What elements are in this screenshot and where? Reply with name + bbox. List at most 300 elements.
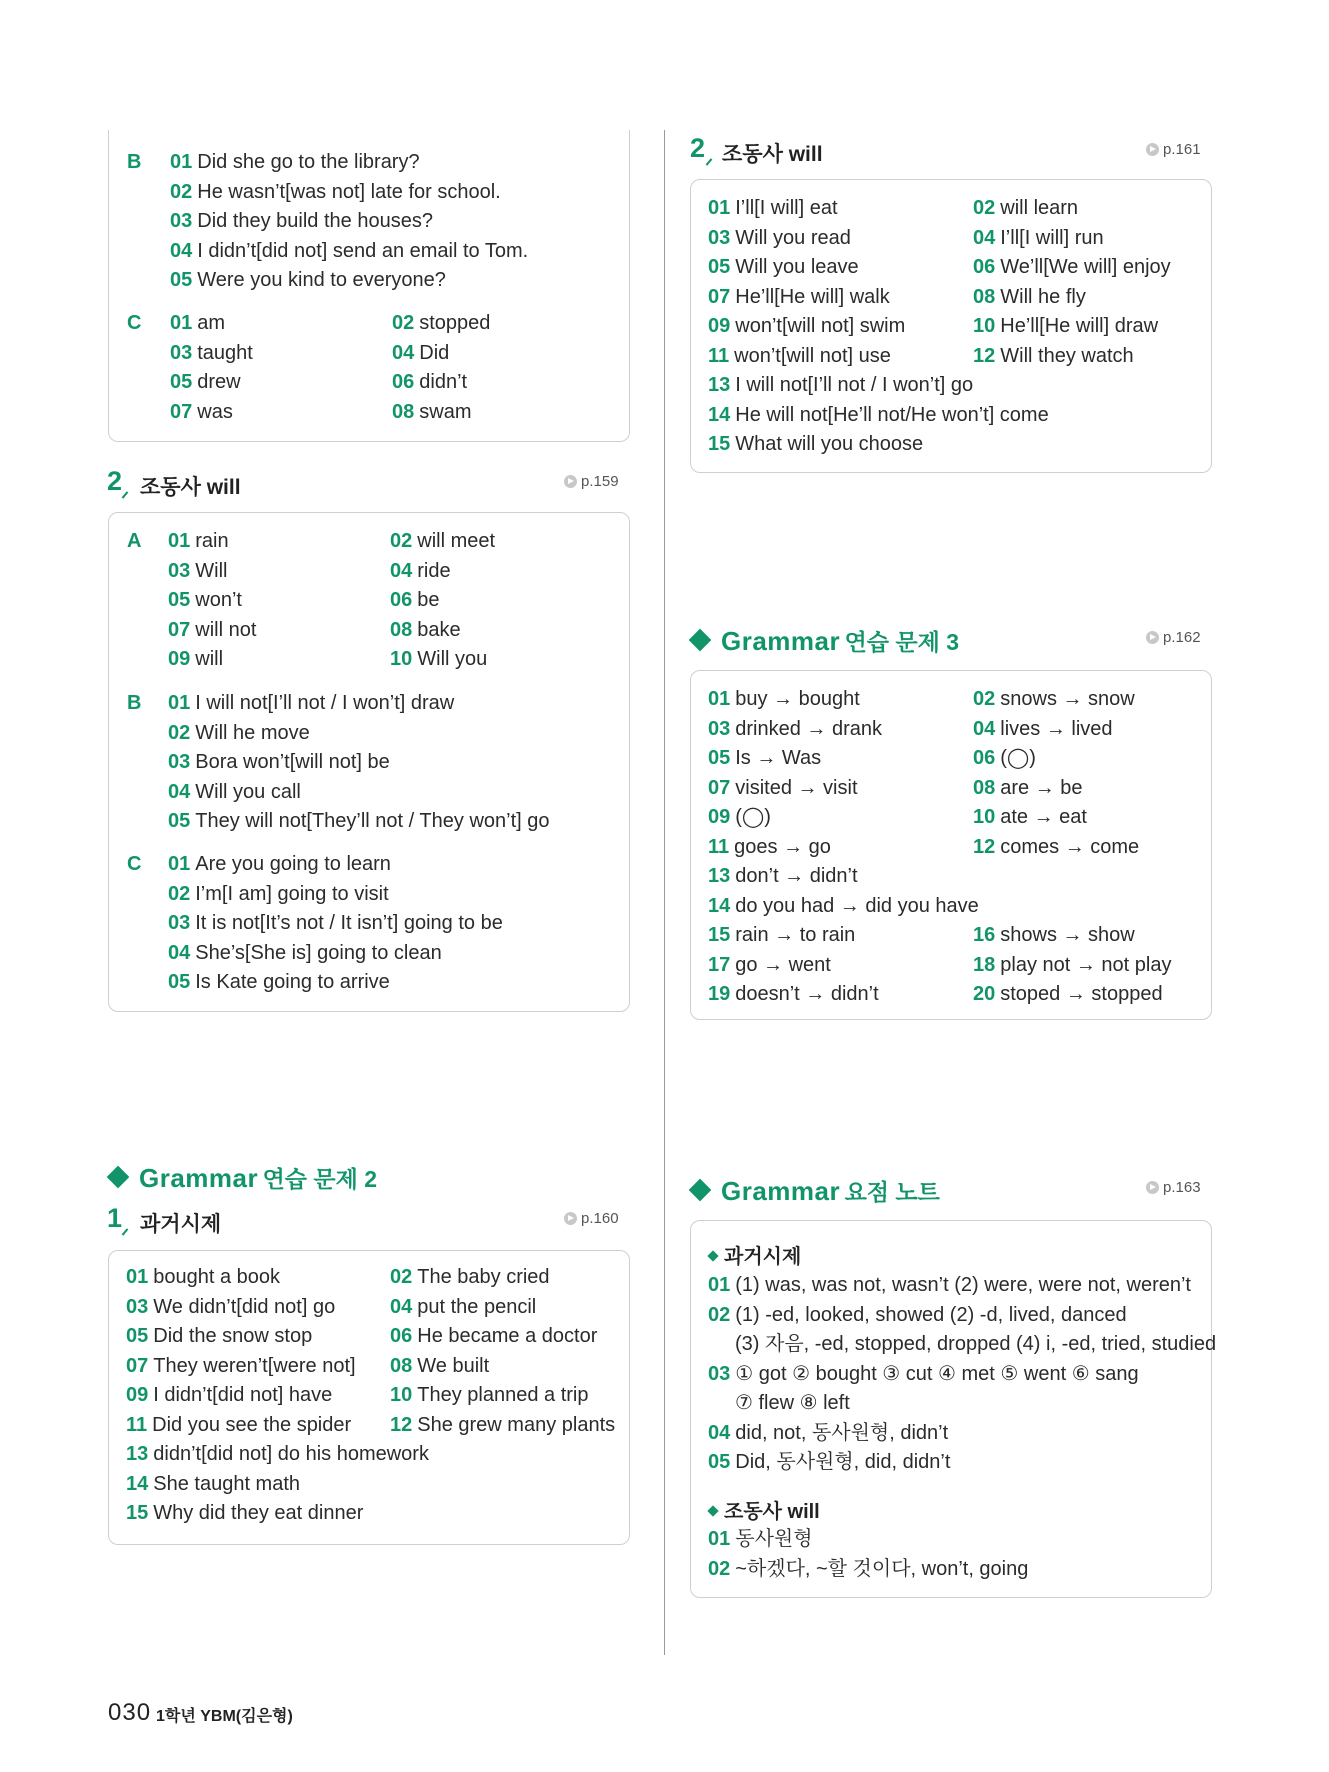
section-number: 2 bbox=[690, 133, 706, 163]
answer-text: am bbox=[197, 312, 226, 334]
answer-text: didn’t bbox=[419, 371, 468, 393]
answer-text: Did you see the spider bbox=[152, 1413, 352, 1436]
answer-number: 01 bbox=[170, 151, 193, 173]
answer-number: 04 bbox=[973, 226, 996, 249]
answer-item bbox=[973, 805, 1087, 829]
answer-item bbox=[708, 864, 858, 888]
answer-number: 11 bbox=[126, 1413, 148, 1436]
answer-text: Did bbox=[419, 341, 450, 364]
answer-item bbox=[973, 226, 1104, 250]
grammar-practice-3-title bbox=[721, 624, 959, 657]
diamond-icon bbox=[689, 1179, 712, 1202]
answer-number: 09 bbox=[708, 315, 731, 337]
answer-number: 15 bbox=[126, 1502, 149, 1524]
answer-text: buy → bought bbox=[735, 688, 860, 710]
answer-item bbox=[390, 559, 451, 583]
answer-number: 02 bbox=[392, 312, 415, 334]
answer-text: I will not[I’ll not / I won’t] go bbox=[735, 374, 974, 396]
answer-text: I didn’t[did not] send an email to Tom. bbox=[197, 239, 529, 262]
answer-number: 04 bbox=[168, 780, 191, 803]
answer-number: 07 bbox=[170, 400, 193, 423]
answer-item bbox=[126, 1354, 356, 1378]
answer-text: goes → go bbox=[734, 835, 831, 858]
notes-will-heading bbox=[709, 1495, 820, 1524]
answer-text: be bbox=[417, 589, 440, 611]
answer-text: are → be bbox=[1000, 776, 1083, 799]
answer-item bbox=[170, 268, 446, 292]
grammar-subtitle: 연습 문제 2 bbox=[262, 1166, 378, 1192]
answer-text: (3) 자음, -ed, stopped, dropped (4) i, -ed, tried, studied bbox=[735, 1333, 1217, 1355]
answer-item bbox=[168, 970, 390, 994]
answer-item bbox=[708, 432, 923, 456]
grammar-word: Grammar bbox=[721, 626, 841, 656]
answer-text: We’ll[We will] enjoy bbox=[1000, 256, 1171, 278]
answer-number: 05 bbox=[168, 971, 191, 993]
section-letter-a: A bbox=[127, 530, 142, 552]
answer-text: Did she go to the library? bbox=[197, 151, 420, 173]
grammar-subtitle: 요점 노트 bbox=[844, 1179, 940, 1205]
answer-text: It is not[It’s not / It isn’t] going to be bbox=[195, 912, 503, 934]
answer-text: He wasn’t[was not] late for school. bbox=[197, 180, 501, 203]
page-reference bbox=[1146, 629, 1201, 646]
play-arrow-icon bbox=[1146, 1181, 1159, 1194]
answer-item bbox=[708, 717, 882, 741]
answer-item bbox=[708, 746, 821, 770]
answer-item bbox=[392, 311, 490, 335]
answer-number: 12 bbox=[390, 1413, 413, 1436]
answer-text: They will not[They’ll not / They won’t] go bbox=[195, 810, 550, 832]
answer-item bbox=[708, 344, 891, 368]
page-ref-text: p.160 bbox=[581, 1210, 619, 1227]
answer-number: 08 bbox=[973, 776, 996, 799]
answer-item bbox=[708, 805, 771, 829]
play-arrow-icon bbox=[1146, 143, 1159, 156]
answer-number: 02 bbox=[390, 1266, 413, 1288]
answer-number: 01 bbox=[708, 1528, 731, 1550]
answer-number: 04 bbox=[170, 239, 193, 262]
answer-text: didn’t[did not] do his homework bbox=[153, 1443, 429, 1465]
section-letter-c: C bbox=[127, 853, 142, 875]
answer-number: 07 bbox=[126, 1354, 149, 1377]
page-ref-text: p.161 bbox=[1163, 141, 1201, 158]
answer-number: 05 bbox=[708, 256, 731, 278]
answer-text: ~하겠다, ~할 것이다, won’t, going bbox=[735, 1557, 1029, 1580]
answer-item bbox=[168, 911, 503, 935]
answer-item bbox=[708, 776, 858, 800]
answer-number: 05 bbox=[708, 747, 731, 769]
bullet-diamond-icon bbox=[707, 1505, 718, 1516]
answer-item bbox=[973, 285, 1086, 309]
answer-text: He became a doctor bbox=[417, 1325, 598, 1347]
answer-number: 14 bbox=[708, 894, 731, 917]
answer-text: rain bbox=[195, 530, 229, 552]
answer-item bbox=[735, 1391, 850, 1415]
answer-number: 11 bbox=[708, 344, 730, 367]
answer-item bbox=[708, 1362, 1139, 1386]
answer-number: 02 bbox=[168, 882, 191, 905]
notes-past-heading bbox=[709, 1240, 801, 1269]
answer-number: 08 bbox=[390, 1354, 413, 1377]
answer-item bbox=[126, 1383, 332, 1407]
answer-text: I’ll[I will] run bbox=[1000, 226, 1104, 249]
answer-text: They weren’t[were not] bbox=[153, 1354, 356, 1377]
answer-number: 13 bbox=[126, 1443, 149, 1465]
answer-text: stopped bbox=[419, 312, 491, 334]
answer-number: 03 bbox=[168, 751, 191, 773]
answer-text: I didn’t[did not] have bbox=[153, 1384, 333, 1406]
answer-number: 03 bbox=[168, 912, 191, 934]
answer-text: Were you kind to everyone? bbox=[197, 269, 446, 291]
section-letter-c: C bbox=[127, 312, 142, 334]
grammar-word: Grammar bbox=[721, 1176, 841, 1206]
answer-item bbox=[708, 894, 979, 918]
answer-text: bought a book bbox=[153, 1266, 281, 1288]
answer-number: 14 bbox=[126, 1472, 149, 1495]
answer-text: I’ll[I will] eat bbox=[735, 197, 838, 219]
answer-text: I’m[I am] going to visit bbox=[195, 882, 389, 905]
answer-number: 06 bbox=[390, 1325, 413, 1347]
page-reference bbox=[564, 1210, 619, 1227]
answer-text: Is Kate going to arrive bbox=[195, 971, 390, 993]
answer-item bbox=[390, 529, 495, 553]
answer-text: Is → Was bbox=[735, 747, 822, 769]
answer-number: 06 bbox=[392, 371, 415, 393]
answer-text: (◯) bbox=[735, 806, 771, 828]
answer-item bbox=[170, 311, 225, 335]
answer-number: 05 bbox=[708, 1451, 731, 1473]
answer-text: What will you choose bbox=[735, 433, 924, 455]
section-number-tick bbox=[122, 1228, 129, 1235]
answer-text: Will you read bbox=[735, 226, 851, 249]
answer-text: shows → show bbox=[1000, 924, 1135, 946]
answer-text: ride bbox=[417, 559, 451, 582]
answer-item bbox=[170, 400, 233, 424]
answer-number: 02 bbox=[708, 1557, 731, 1580]
answer-number: 16 bbox=[973, 924, 996, 946]
section-letter-b: B bbox=[127, 151, 142, 173]
answer-text: was bbox=[197, 400, 233, 423]
answer-text: ① got ② bought ③ cut ④ met ⑤ went ⑥ sang bbox=[735, 1362, 1139, 1385]
answer-item bbox=[390, 1295, 536, 1319]
answer-number: 02 bbox=[973, 688, 996, 710]
answer-item bbox=[973, 746, 1036, 770]
answer-item bbox=[170, 209, 433, 233]
answer-item bbox=[708, 403, 1049, 427]
answer-item bbox=[708, 196, 838, 220]
answer-text: Are you going to learn bbox=[195, 853, 391, 875]
page-ref-text: p.159 bbox=[581, 473, 619, 490]
answer-number: 04 bbox=[390, 1295, 413, 1318]
answer-text: We built bbox=[417, 1354, 490, 1377]
answer-number: 10 bbox=[973, 806, 996, 828]
answer-number: 01 bbox=[708, 688, 731, 710]
answer-number: 09 bbox=[708, 806, 731, 828]
answer-number: 03 bbox=[708, 226, 731, 249]
section-number-tick bbox=[706, 158, 713, 165]
answer-text: Will you leave bbox=[735, 256, 859, 278]
answer-item bbox=[390, 1383, 588, 1407]
answer-text: ate → eat bbox=[1000, 806, 1087, 828]
answer-number: 13 bbox=[708, 865, 731, 887]
column-divider bbox=[664, 130, 665, 1655]
play-arrow-icon bbox=[564, 1212, 577, 1225]
answer-text: Will bbox=[195, 559, 228, 582]
section-letter-b: B bbox=[127, 692, 142, 714]
diamond-icon bbox=[107, 1166, 130, 1189]
answer-text: We didn’t[did not] go bbox=[153, 1295, 336, 1318]
answer-number: 02 bbox=[708, 1303, 731, 1326]
answer-item bbox=[168, 529, 229, 553]
grammar-subtitle: 연습 문제 3 bbox=[844, 629, 960, 655]
answer-text: stoped → stopped bbox=[1000, 983, 1163, 1005]
book-title: 1학년 YBM(김은형) bbox=[156, 1708, 293, 1725]
answer-text: drinked → drank bbox=[735, 717, 882, 740]
answer-text: visited → visit bbox=[735, 776, 858, 799]
answer-number: 01 bbox=[708, 197, 731, 219]
answer-item bbox=[390, 1324, 597, 1348]
page-reference bbox=[564, 473, 619, 490]
section-title: 조동사 will bbox=[722, 143, 823, 166]
section-title: 조동사 will bbox=[140, 476, 241, 499]
answer-item bbox=[973, 717, 1113, 741]
section-number-tick bbox=[122, 491, 129, 498]
answer-text: They planned a trip bbox=[417, 1384, 589, 1406]
answer-text: She’s[She is] going to clean bbox=[195, 941, 442, 964]
answer-text: Will they watch bbox=[1000, 344, 1134, 367]
section-number: 1 bbox=[107, 1203, 123, 1233]
answer-item bbox=[390, 1354, 489, 1378]
answer-number: 03 bbox=[708, 1362, 731, 1385]
answer-number: 10 bbox=[390, 648, 413, 670]
page-reference bbox=[1146, 141, 1201, 158]
answer-item bbox=[168, 618, 256, 642]
answer-number: 01 bbox=[168, 692, 191, 714]
answer-item bbox=[126, 1295, 335, 1319]
diamond-icon bbox=[689, 629, 712, 652]
answer-text: He will not[He’ll not/He won’t] come bbox=[735, 403, 1049, 426]
answer-item bbox=[170, 370, 241, 394]
answer-number: 01 bbox=[126, 1266, 149, 1288]
answer-text: bake bbox=[417, 618, 461, 641]
answer-number: 17 bbox=[708, 953, 731, 976]
answer-text: snows → snow bbox=[1000, 688, 1135, 710]
answer-item bbox=[973, 344, 1134, 368]
answer-number: 03 bbox=[170, 341, 193, 364]
answer-item bbox=[708, 1273, 1191, 1297]
answer-item bbox=[708, 1303, 1127, 1327]
answer-number: 02 bbox=[973, 197, 996, 219]
answer-item bbox=[708, 953, 831, 977]
answer-number: 04 bbox=[708, 1421, 731, 1444]
page-ref-text: p.162 bbox=[1163, 629, 1201, 646]
section-number: 2 bbox=[107, 466, 123, 496]
answer-text: put the pencil bbox=[417, 1295, 537, 1318]
answer-item bbox=[708, 373, 973, 397]
answer-text: Will you call bbox=[195, 780, 301, 803]
answer-number: 05 bbox=[126, 1325, 149, 1347]
answer-number: 14 bbox=[708, 403, 731, 426]
answer-number: 01 bbox=[170, 312, 193, 334]
answer-item bbox=[170, 341, 253, 365]
answer-text: He’ll[He will] walk bbox=[735, 285, 890, 308]
answer-item bbox=[973, 776, 1083, 800]
answer-text: comes → come bbox=[1000, 835, 1140, 858]
answer-text: (◯) bbox=[1000, 747, 1036, 769]
answer-item bbox=[168, 809, 550, 833]
answer-text: will learn bbox=[1000, 197, 1079, 219]
page-reference bbox=[1146, 1179, 1201, 1196]
answer-text: ⑦ flew ⑧ left bbox=[735, 1392, 850, 1414]
answer-number: 03 bbox=[708, 717, 731, 740]
answer-item bbox=[170, 150, 420, 174]
answer-number: 20 bbox=[973, 983, 996, 1005]
answer-text: taught bbox=[197, 341, 253, 364]
answer-text: won’t[will not] use bbox=[734, 344, 891, 367]
answer-item bbox=[708, 1421, 948, 1445]
answer-item bbox=[126, 1413, 351, 1437]
answer-item bbox=[392, 341, 449, 365]
answer-text: don’t → didn’t bbox=[735, 865, 858, 887]
answer-number: 05 bbox=[168, 589, 191, 611]
page-number: 030 bbox=[108, 1699, 152, 1726]
answer-item bbox=[168, 691, 454, 715]
answer-item bbox=[126, 1324, 312, 1348]
answer-text: (1) was, was not, wasn’t (2) were, were not, weren’t bbox=[735, 1274, 1191, 1296]
answer-text: rain → to rain bbox=[735, 924, 856, 946]
answer-text: drew bbox=[197, 371, 241, 393]
answer-number: 05 bbox=[170, 371, 193, 393]
answer-item bbox=[390, 618, 461, 642]
answer-item bbox=[708, 923, 855, 947]
answer-item bbox=[708, 687, 860, 711]
answer-number: 11 bbox=[708, 835, 730, 858]
answer-item bbox=[708, 1450, 950, 1474]
answer-number: 08 bbox=[392, 400, 415, 423]
answer-item bbox=[708, 835, 831, 859]
answer-text: do you had → did you have bbox=[735, 894, 979, 917]
section-title: 과거시제 bbox=[140, 1213, 222, 1236]
answer-item bbox=[126, 1472, 300, 1496]
answer-item bbox=[126, 1442, 429, 1466]
answer-item bbox=[390, 588, 440, 612]
play-arrow-icon bbox=[564, 475, 577, 488]
answer-text: Will he fly bbox=[1000, 285, 1086, 308]
answer-number: 05 bbox=[170, 269, 193, 291]
answer-number: 02 bbox=[170, 180, 193, 203]
answer-item bbox=[390, 1413, 615, 1437]
answer-item bbox=[168, 750, 390, 774]
answer-number: 13 bbox=[708, 374, 731, 396]
notes-will-heading-text: 조동사 will bbox=[724, 1501, 820, 1523]
answer-text: Bora won’t[will not] be bbox=[195, 751, 390, 773]
answer-item bbox=[973, 835, 1139, 859]
answer-text: 동사원형 bbox=[735, 1528, 813, 1550]
answer-item bbox=[170, 239, 528, 263]
answer-text: play not → not play bbox=[1000, 953, 1172, 976]
answer-item bbox=[168, 780, 301, 804]
bullet-diamond-icon bbox=[707, 1250, 718, 1261]
answer-text: Did the snow stop bbox=[153, 1325, 313, 1347]
grammar-word: Grammar bbox=[139, 1163, 259, 1193]
answer-text: swam bbox=[419, 400, 472, 423]
answer-number: 08 bbox=[973, 285, 996, 308]
answer-number: 01 bbox=[168, 530, 191, 552]
answer-number: 06 bbox=[973, 747, 996, 769]
answer-item bbox=[973, 982, 1163, 1006]
answer-item bbox=[708, 255, 859, 279]
answer-number: 15 bbox=[708, 924, 731, 946]
answer-text: She taught math bbox=[153, 1472, 301, 1495]
answer-number: 10 bbox=[973, 315, 996, 337]
answer-text: She grew many plants bbox=[417, 1413, 616, 1436]
answer-item bbox=[168, 882, 389, 906]
answer-item bbox=[392, 400, 471, 424]
answer-item bbox=[168, 941, 442, 965]
answer-item bbox=[168, 721, 310, 745]
answer-item bbox=[708, 285, 890, 309]
notes-past-heading-text: 과거시제 bbox=[724, 1246, 802, 1268]
answer-item bbox=[170, 180, 501, 204]
answer-text: will meet bbox=[417, 530, 496, 552]
answer-text: Will he move bbox=[195, 721, 310, 744]
answer-item bbox=[735, 1332, 1216, 1356]
answer-text: I will not[I’ll not / I won’t] draw bbox=[195, 692, 455, 714]
answer-number: 04 bbox=[973, 717, 996, 740]
answer-text: (1) -ed, looked, showed (2) -d, lived, danced bbox=[735, 1303, 1127, 1326]
play-arrow-icon bbox=[1146, 631, 1159, 644]
answer-number: 06 bbox=[390, 589, 413, 611]
answer-number: 03 bbox=[126, 1295, 149, 1318]
answer-text: doesn’t → didn’t bbox=[735, 983, 879, 1005]
answer-text: did, not, 동사원형, didn’t bbox=[735, 1421, 949, 1444]
answer-item bbox=[390, 647, 487, 671]
answer-item bbox=[973, 255, 1171, 279]
answer-item bbox=[708, 1557, 1028, 1581]
answer-number: 09 bbox=[126, 1384, 149, 1406]
grammar-practice-2-title bbox=[139, 1161, 377, 1194]
answer-text: won’t bbox=[195, 589, 242, 611]
answer-number: 18 bbox=[973, 953, 996, 976]
answer-item bbox=[168, 588, 242, 612]
answer-text: will bbox=[195, 648, 224, 670]
answer-text: Did, 동사원형, did, didn’t bbox=[735, 1451, 951, 1473]
answer-number: 07 bbox=[708, 776, 731, 799]
answer-number: 01 bbox=[168, 853, 191, 875]
answer-item bbox=[708, 1527, 813, 1551]
answer-number: 08 bbox=[390, 618, 413, 641]
answer-number: 05 bbox=[168, 810, 191, 832]
answer-number: 01 bbox=[708, 1274, 731, 1296]
answer-item bbox=[392, 370, 467, 394]
answer-number: 06 bbox=[973, 256, 996, 278]
answer-text: Will you bbox=[417, 648, 488, 670]
grammar-notes-title bbox=[721, 1174, 940, 1207]
answer-number: 12 bbox=[973, 835, 996, 858]
answer-text: Why did they eat dinner bbox=[153, 1502, 364, 1524]
answer-item bbox=[708, 226, 851, 250]
answer-item bbox=[168, 852, 391, 876]
answer-number: 12 bbox=[973, 344, 996, 367]
answer-text: lives → lived bbox=[1000, 717, 1113, 740]
answer-item bbox=[168, 647, 223, 671]
answer-number: 07 bbox=[708, 285, 731, 308]
answer-item bbox=[390, 1265, 550, 1289]
answer-text: Did they build the houses? bbox=[197, 210, 433, 232]
answer-item bbox=[126, 1501, 363, 1525]
answer-text: go → went bbox=[735, 953, 831, 976]
answer-number: 04 bbox=[168, 941, 191, 964]
answer-number: 04 bbox=[390, 559, 413, 582]
